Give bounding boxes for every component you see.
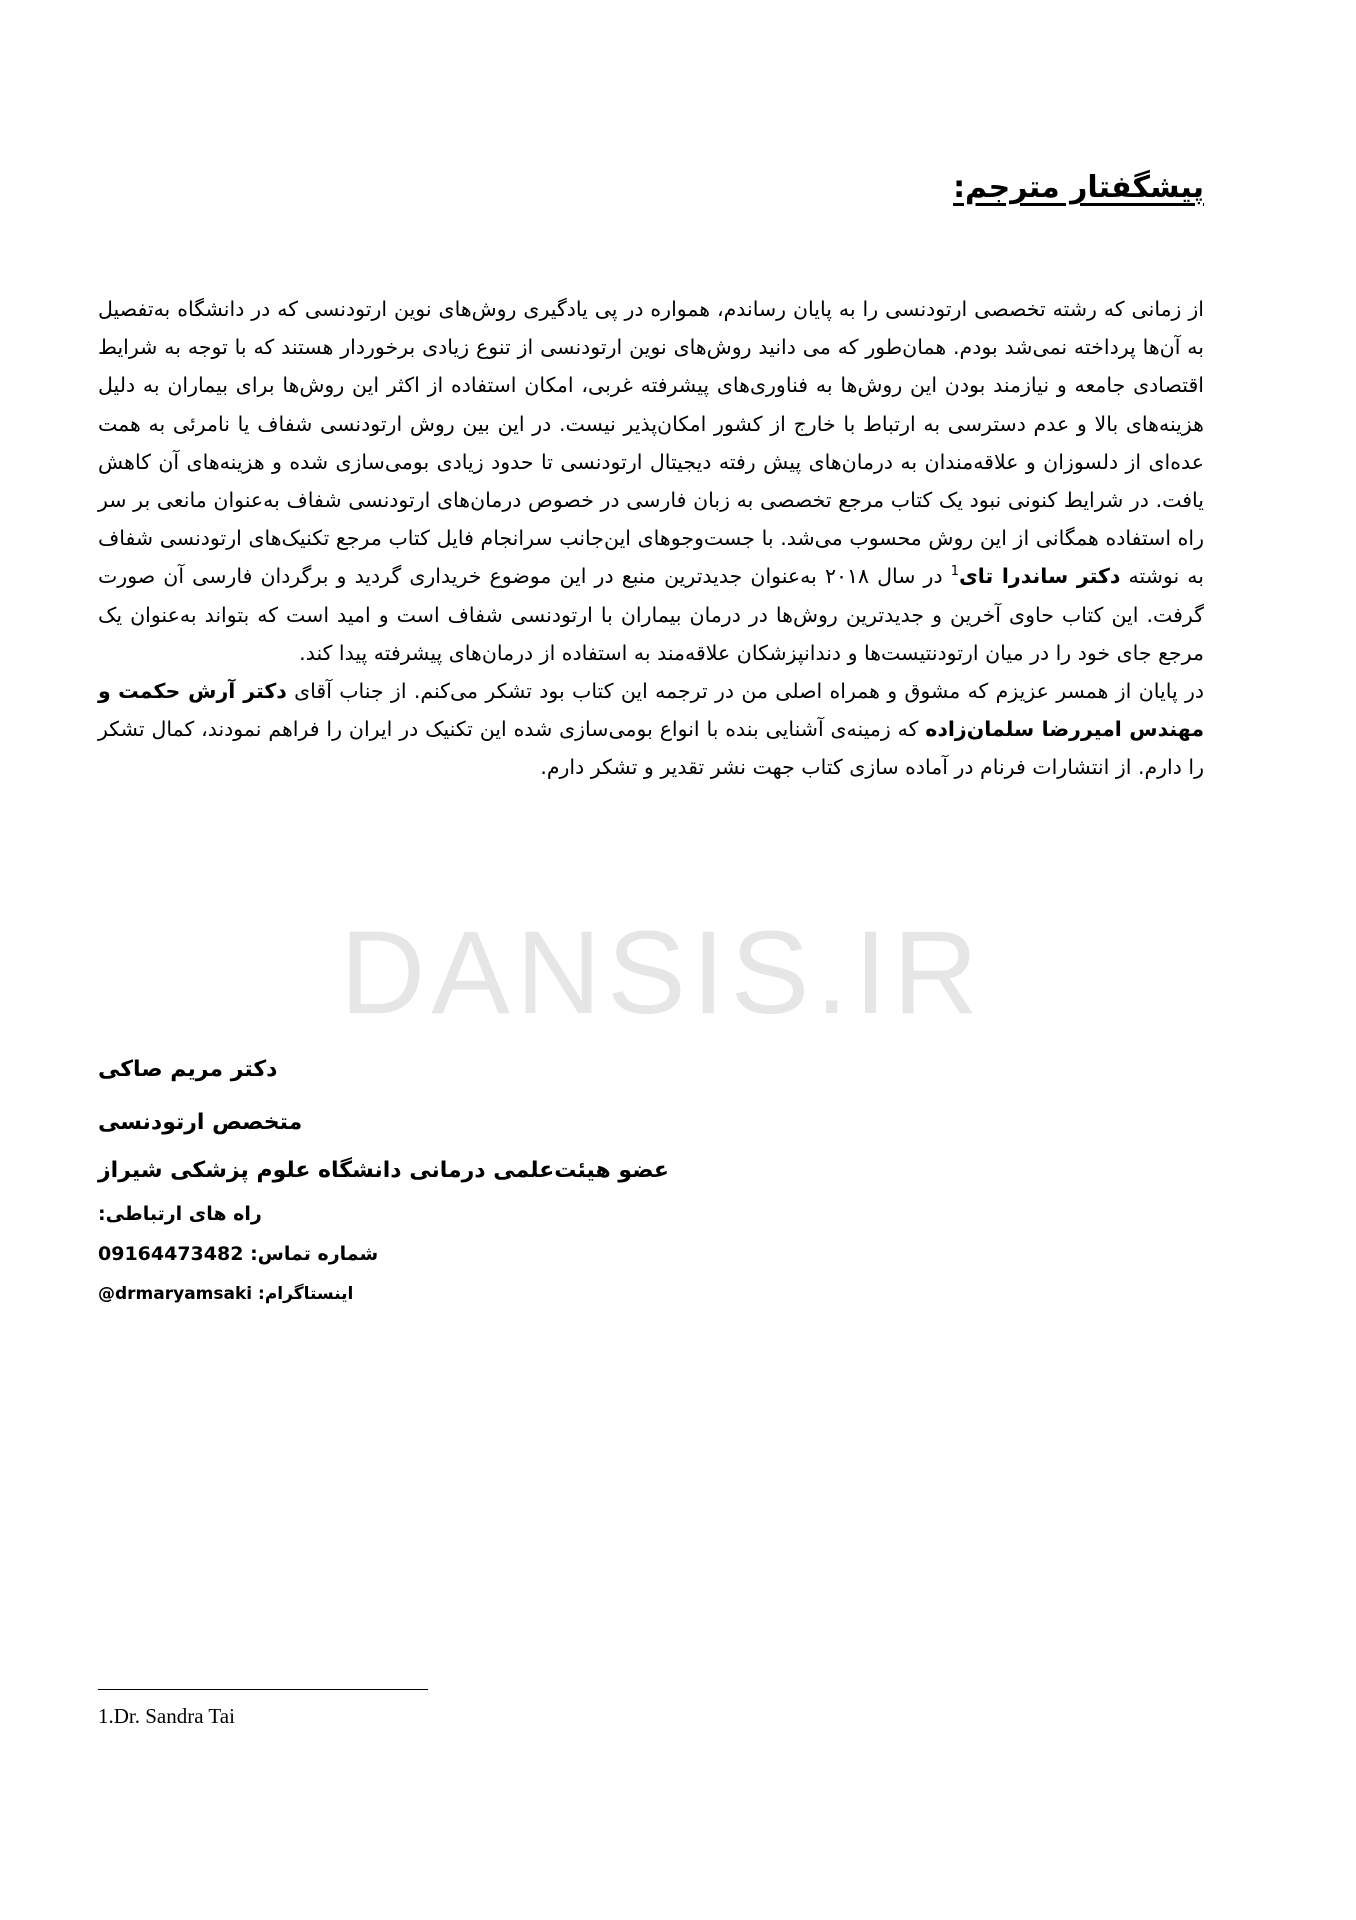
signature-name: دکتر مریم صاکی	[98, 1057, 278, 1082]
paragraph-thanks-part2: که زمینه‌ی آشنایی بنده با انواع بومی‌سازی شده این تکنیک در ایران را فراهم نمودند، کمال تشکر را دارم. از انتشارات فرنام در آماده سازی کتاب جهت نشر تقدیر و تشکر دارم.	[98, 717, 1204, 780]
contact-heading: راه های ارتباطی:	[98, 1203, 262, 1225]
thanks-name-2: و مهندس امیررضا سلمان‌زاده	[98, 679, 1205, 742]
contact-instagram	[98, 1284, 353, 1304]
signature-affiliation: عضو هیئت‌علمی درمانی دانشگاه علوم پزشکی شیراز	[98, 1158, 669, 1183]
page-heading: پیشگفتار مترجم:	[953, 170, 1204, 205]
paragraph-intro	[98, 290, 1204, 672]
author-name-bold: دکتر ساندرا تای	[958, 564, 1121, 589]
phone-label: شماره تماس:	[250, 1243, 379, 1265]
thanks-separator	[111, 679, 118, 703]
paragraph-thanks-part1: در پایان از همسر عزیزم که مشوق و همراه اصلی من در ترجمه این کتاب بود تشکر می‌کنم. از جناب آقای	[286, 679, 1204, 704]
paragraph-intro-part2: در سال ۲۰۱۸ به‌عنوان جدیدترین منبع در این موضوع خریداری گردید و برگردان فارسی آن صورت گرفت. این کتاب حاوی آخرین و جدیدترین روش‌ها در درمان بیماران با ارتودنسی شفاف است و امید است که بتواند به‌عنوان یک مرجع جای خود را در میان ارتودنتیست‌ها و دندانپزشکان علاقه‌مند به استفاده از درمان‌های پیشرفته پیدا کند.	[98, 564, 1204, 665]
body-text	[98, 290, 1204, 787]
instagram-value: @drmaryamsaki	[98, 1284, 253, 1304]
footnote-reference: 1	[950, 564, 959, 580]
watermark-text: DANSIS.IR	[340, 907, 985, 1039]
signature-title: متخصص ارتودنسی	[98, 1110, 303, 1135]
paragraph-thanks	[98, 672, 1204, 787]
thanks-name-1: دکتر آرش حکمت	[118, 679, 287, 704]
instagram-label: اینستاگرام:	[258, 1284, 354, 1304]
phone-value: 09164473482	[98, 1243, 244, 1265]
footnote-text: 1.Dr. Sandra Tai	[98, 1704, 235, 1728]
contact-phone	[98, 1243, 378, 1265]
footnote-divider	[98, 1689, 428, 1690]
paragraph-intro-part1: از زمانی که رشته تخصصی ارتودنسی را به پایان رساندم، همواره در پی یادگیری روش‌های نوین ارتودنسی که در دانشگاه به‌تفصیل به آن‌ها پرداخته نمی‌شد بودم. همان‌طور که می دانید روش‌های نوین ارتودنسی از تنوع زیادی برخوردار هستند که با توجه به شرایط اقتصادی جامعه و نیازمند بودن این روش‌ها به فناوری‌های پیشرفته غربی، امکان استفاده از اکثر این روش‌ها برای بیماران به دلیل هزینه‌های بالا و عدم دسترسی به ارتباط با خارج از کشور امکان‌پذیر نیست. در این بین روش ارتودنسی شفاف یا نامرئی به همت عده‌ای از دلسوزان و علاقه‌مندان به درمان‌های پیش رفته دیجیتال ارتودنسی تا حدود زیادی بومی‌سازی شده و هزینه‌های آن کاهش یافت. در شرایط کنونی نبود یک کتاب مرجع تخصصی به زبان فارسی در خصوص درمان‌های ارتودنسی شفاف به‌عنوان مانعی بر سر راه استفاده همگانی از این روش محسوب می‌شد. با جست‌وجوهای این‌جانب سرانجام فایل کتاب مرجع تکنیک‌های ارتودنسی شفاف به نوشته	[98, 297, 1204, 589]
